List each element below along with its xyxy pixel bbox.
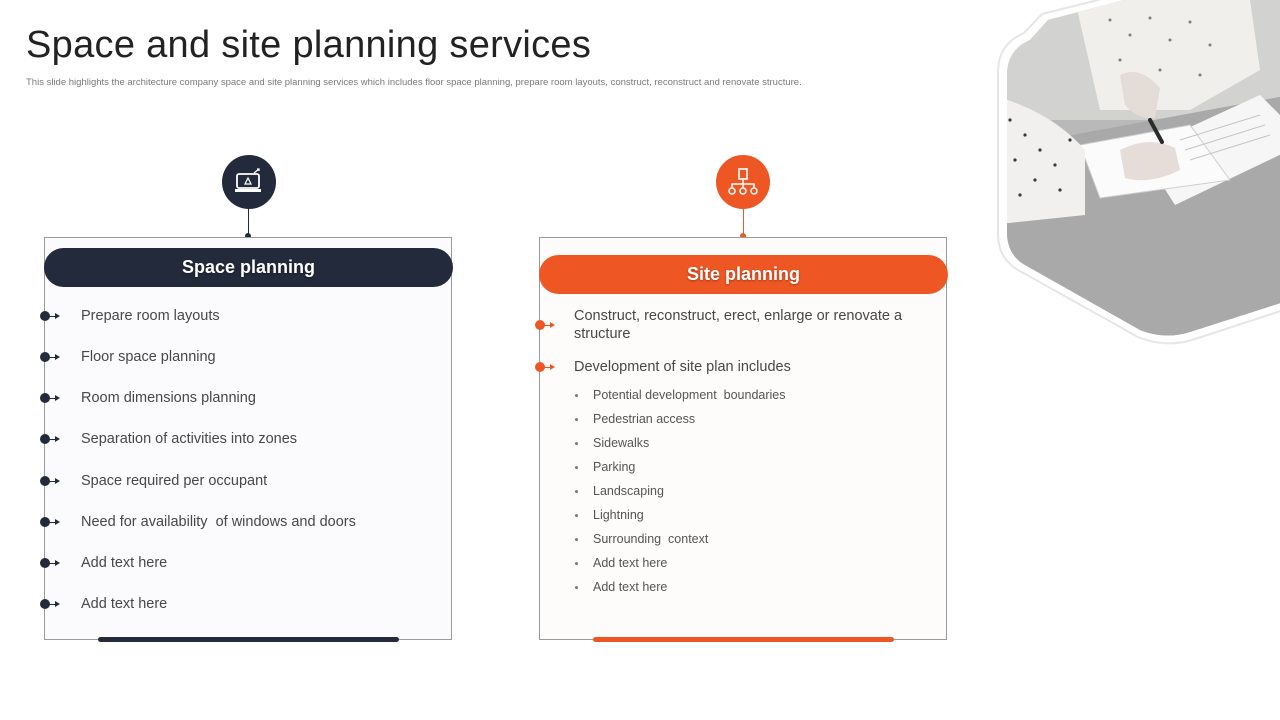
sub-list-item: Parking [575,460,786,484]
slide-subtitle: This slide highlights the architecture company space and site planning services which includes floor space planning, prepare room layouts, construct, reconstruct and renovate structure. [26,77,802,88]
arrow-bullet-icon [40,599,62,609]
sub-list-item: Sidewalks [575,436,786,460]
space-planning-bottom-bar [98,637,399,642]
site-planning-item: Development of site plan includes [574,359,791,375]
space-planning-item: Add text here [81,596,168,612]
sub-list-item: Add text here [575,580,786,604]
site-planning-header: Site planning [539,255,948,294]
space-planning-item: Floor space planning [81,349,216,365]
site-planning-item: Construct, reconstruct, erect, enlarge or renovate a structure [574,308,903,342]
arrow-bullet-icon [40,517,62,527]
arrow-bullet-icon [40,476,62,486]
sub-list-item: Surrounding context [575,532,786,556]
slide-title: Space and site planning services [26,24,592,66]
space-planning-item: Space required per occupant [81,473,268,489]
sub-list-item: Potential development boundaries [575,388,786,412]
site-plan-icon [716,155,770,209]
sub-list-item: Landscaping [575,484,786,508]
blueprint-icon [222,155,276,209]
sub-list-item: Pedestrian access [575,412,786,436]
space-planning-header: Space planning [44,248,453,287]
space-planning-item: Add text here [81,555,168,571]
space-planning-item: Need for availability of windows and doors [81,514,356,530]
arrow-bullet-icon [40,393,62,403]
space-planning-item: Room dimensions planning [81,390,256,406]
site-plan-sub-list [575,388,786,604]
arrow-bullet-icon [40,558,62,568]
arrow-bullet-icon [40,434,62,444]
arrow-bullet-icon [40,311,62,321]
site-planning-bottom-bar [593,637,894,642]
space-planning-item: Prepare room layouts [81,308,220,324]
arrow-bullet-icon [535,362,557,372]
office-photo [990,0,1280,345]
space-planning-item: Separation of activities into zones [81,431,298,447]
sub-list-item: Add text here [575,556,786,580]
arrow-bullet-icon [40,352,62,362]
arrow-bullet-icon [535,320,557,330]
sub-list-item: Lightning [575,508,786,532]
